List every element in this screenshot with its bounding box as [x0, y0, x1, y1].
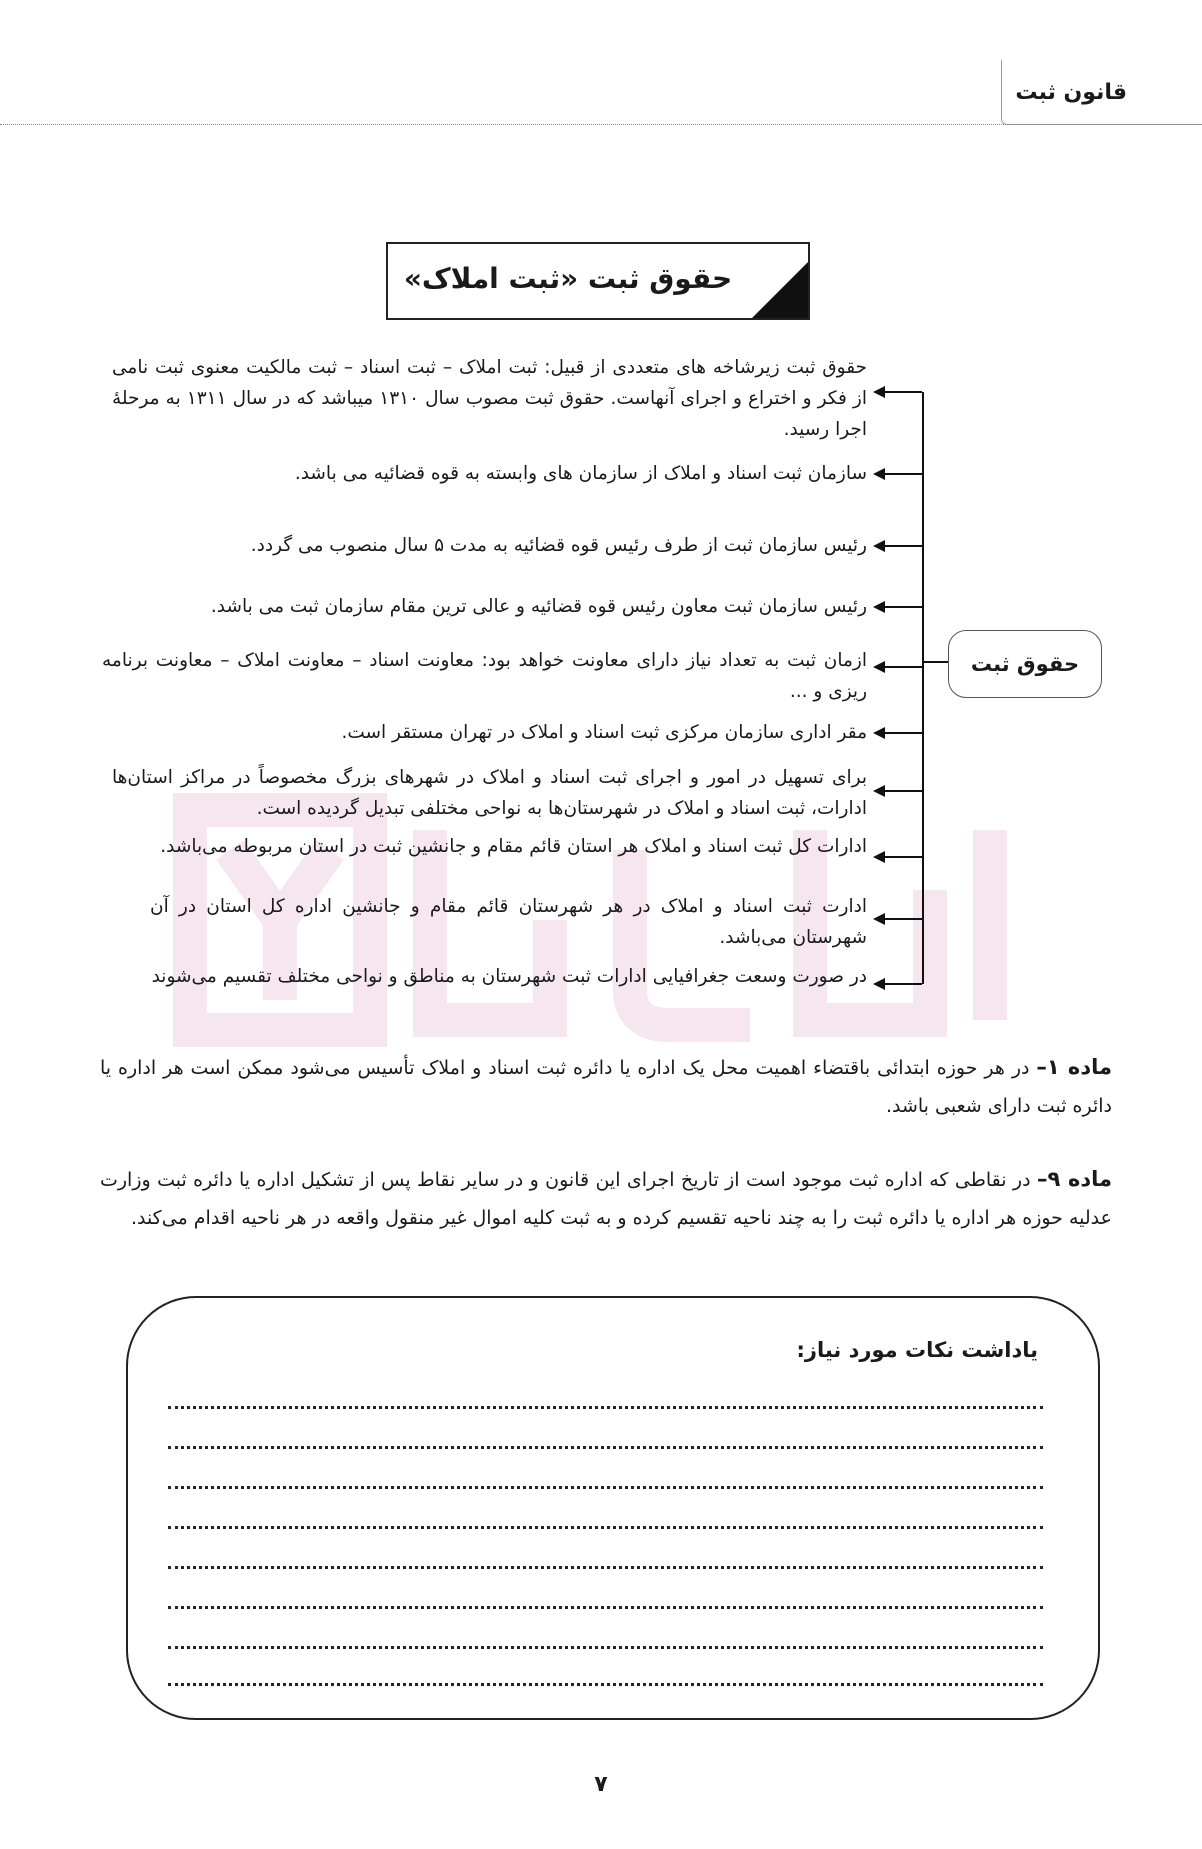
arrow-stem: [884, 473, 922, 475]
arrow-left-icon: [873, 978, 885, 990]
diagram-item: رئیس سازمان ثبت معاون رئیس قوه قضائیه و عالی ترین مقام سازمان ثبت می باشد.: [210, 596, 867, 617]
arrow-stem: [884, 545, 922, 547]
article-text: در هر حوزه ابتدائی باقتضاء اهمیت محل یک اداره یا دائره ثبت اسناد و املاک تأسیس می‌شود ممکن است هر اداره یا دائره ثبت دارای شعبی باشد.: [100, 1057, 1112, 1117]
notes-dotted-line: [168, 1683, 1043, 1686]
article-9: [100, 1160, 1112, 1237]
notes-box: [126, 1296, 1100, 1720]
diagram-item: در صورت وسعت جغرافیایی ادارات ثبت شهرستان به مناطق و نواحی مختلف تقسیم می‌شوند: [151, 966, 867, 987]
arrow-left-icon: [873, 661, 885, 673]
article-text: در نقاطی که اداره ثبت موجود است از تاریخ اجرای این قانون و در سایر نقاط پس از تشکیل اداره یا دائره ثبت وزارت عدلیه حوزه هر اداره یا دائره ثبت را به چند ناحیه تقسیم کرده و به ثبت کلیه اموال غیر منقول واقعه در هر ناحیه اقدام می‌کند.: [100, 1169, 1112, 1229]
section-title: حقوق ثبت «ثبت املاک»: [403, 262, 733, 295]
notes-dotted-line: [168, 1406, 1043, 1409]
diagram-bracket: [922, 392, 924, 984]
diagram-item: سازمان ثبت اسناد و املاک از سازمان های وابسته به قوه قضائیه می باشد.: [294, 463, 867, 484]
arrow-left-icon: [873, 785, 885, 797]
diagram-item: رئیس سازمان ثبت از طرف رئیس قوه قضائیه به مدت ۵ سال منصوب می گردد.: [250, 535, 867, 556]
notes-title: یاداشت نکات مورد نیاز:: [796, 1338, 1038, 1362]
page-number: ۷: [594, 1772, 608, 1797]
arrow-stem: [884, 790, 922, 792]
diagram-item: برای تسهیل در امور و اجرای ثبت اسناد و املاک در شهرهای بزرگ مخصوصاً در مراکز استان‌ها ادارات، ثبت اسناد و املاک در شهرستان‌ها به نواحی مختلفی تبدیل گردیده است.: [112, 767, 867, 819]
arrow-left-icon: [873, 727, 885, 739]
diagram-item: حقوق ثبت زیرشاخه های متعددی از قبیل: ثبت املاک – ثبت اسناد – ثبت مالکیت معنوی ثبت نامی از فکر و اختراع و اجرای آنهاست. حقوق ثبت مصوب سال ۱۳۱۰ میباشد که در سال ۱۳۱۱ به مرحلهٔ اجرا رسید.: [112, 357, 867, 440]
diagram-item: ادارات کل ثبت اسناد و املاک هر استان قائم مقام و جانشین ثبت در استان مربوطه می‌باشد.: [160, 836, 867, 857]
arrow-left-icon: [873, 386, 885, 398]
arrow-stem: [884, 606, 922, 608]
notes-dotted-line: [168, 1606, 1043, 1609]
notes-dotted-line: [168, 1526, 1043, 1529]
running-header: قانون ثبت: [1015, 80, 1127, 105]
arrow-left-icon: [873, 913, 885, 925]
arrow-stem: [884, 918, 922, 920]
arrow-stem: [884, 391, 922, 393]
article-label: ماده ۱–: [1036, 1055, 1112, 1079]
diagram-bracket-join: [922, 661, 950, 663]
diagram-item: ازمان ثبت به تعداد نیاز دارای معاونت خواهد بود: معاونت اسناد – معاونت املاک – معاونت برنامه ریزی و ...: [102, 650, 867, 702]
title-corner-decoration: [752, 262, 808, 318]
arrow-left-icon: [873, 468, 885, 480]
notes-dotted-line: [168, 1566, 1043, 1569]
arrow-left-icon: [873, 851, 885, 863]
arrow-stem: [884, 732, 922, 734]
notes-dotted-line: [168, 1646, 1043, 1649]
notes-dotted-line: [168, 1486, 1043, 1489]
arrow-left-icon: [873, 601, 885, 613]
arrow-left-icon: [873, 540, 885, 552]
article-label: ماده ۹–: [1036, 1167, 1113, 1191]
arrow-stem: [884, 856, 922, 858]
article-1: [100, 1048, 1112, 1125]
arrow-stem: [884, 983, 922, 985]
header-rule: [0, 124, 1202, 125]
notes-dotted-line: [168, 1446, 1043, 1449]
section-title-box: [386, 242, 810, 320]
diagram-item: مقر اداری سازمان مرکزی ثبت اسناد و املاک در تهران مستقر است.: [341, 722, 867, 743]
diagram-item: ادارت ثبت اسناد و املاک در هر شهرستان قائم مقام و جانشین اداره کل استان در آن شهرستان می‌باشد.: [150, 896, 867, 948]
arrow-stem: [884, 666, 922, 668]
diagram-hub-box: حقوق ثبت: [948, 630, 1102, 698]
